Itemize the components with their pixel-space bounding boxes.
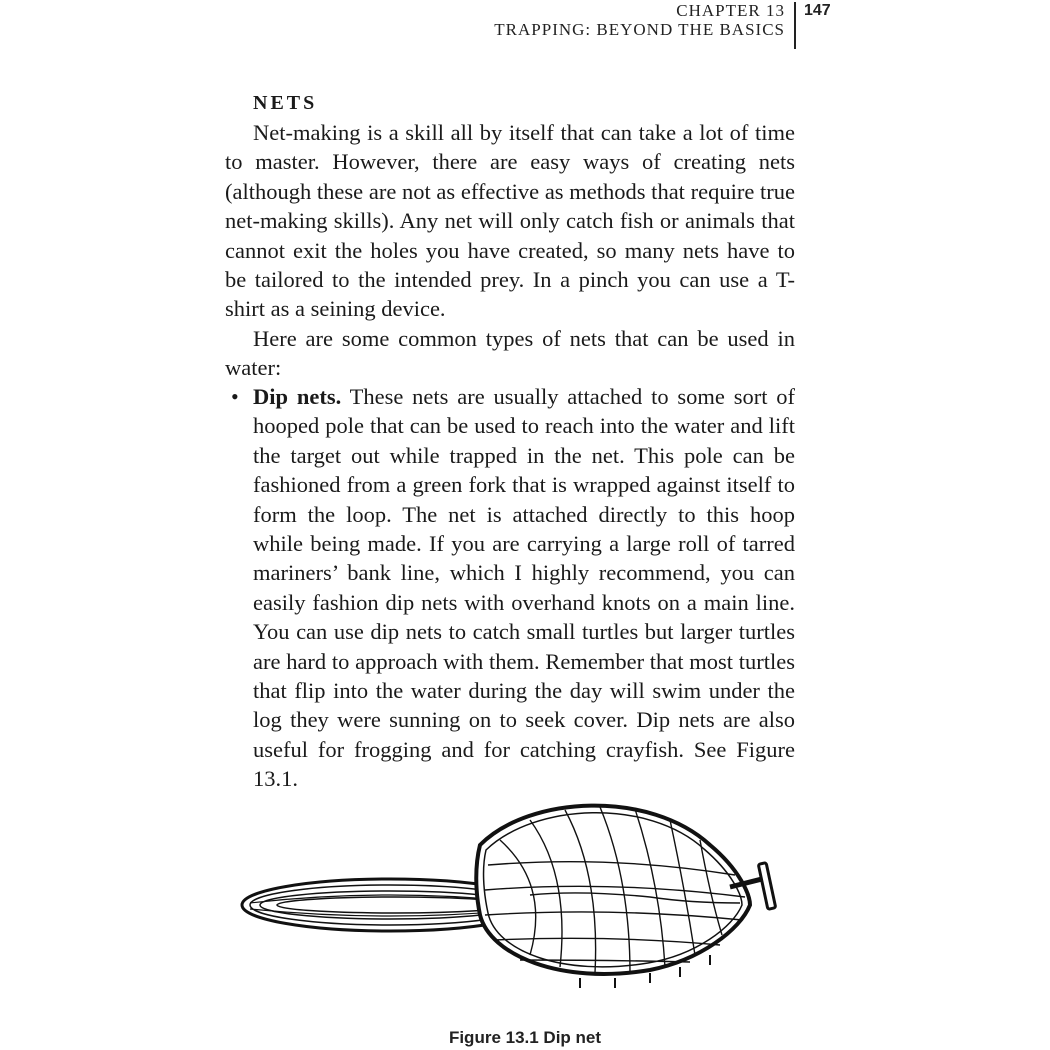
bullet-text: These nets are usually attached to some sort of hooped pole that can be used to reach into the water and lift the target out while trapped in the net. This pole can be fashioned from a green fork that is wrapped against itself to form the loop. The net is attached directly to this hoop while being made. If you are carrying a large roll of tarred mariners’ bank line, which I highly recommend, you can easily fashion dip nets with overhand knots on a main line. You can use dip nets to catch small turtles but larger turtles are hard to approach with them. Remember that most turtles that flip into the water during the day will swim under the log they were sunning on to seek cover. Dip nets are also useful for frogging and for catching crayfish. See Figure 13.1. [253, 384, 796, 792]
list-item [225, 382, 795, 794]
page-number: 147 [804, 2, 831, 19]
header-divider [794, 2, 796, 49]
body-text [225, 118, 795, 383]
figure-caption: Figure 13.1 Dip net [448, 1028, 602, 1047]
paragraph: Net-making is a skill all by itself that can take a lot of time to master. However, there are easy ways of creating nets (although these are not as effective as methods that require true net-making skills). Any net will only catch fish or animals that cannot exit the holes you have created, so many nets have to be tailored to the intended prey. In a pinch you can use a T-shirt as a seining device. [225, 120, 795, 322]
bullet-list [225, 382, 795, 794]
dip-net-illustration [230, 795, 790, 995]
bullet-icon: • [231, 384, 239, 409]
bullet-term: Dip nets. [253, 384, 342, 409]
paragraph: Here are some common types of nets that can be used in water: [225, 325, 795, 381]
running-header-chapter: CHAPTER 13 [676, 1, 785, 20]
running-header-title: TRAPPING: BEYOND THE BASICS [494, 20, 785, 39]
dip-net-icon [230, 795, 790, 995]
section-heading: NETS [253, 92, 318, 114]
